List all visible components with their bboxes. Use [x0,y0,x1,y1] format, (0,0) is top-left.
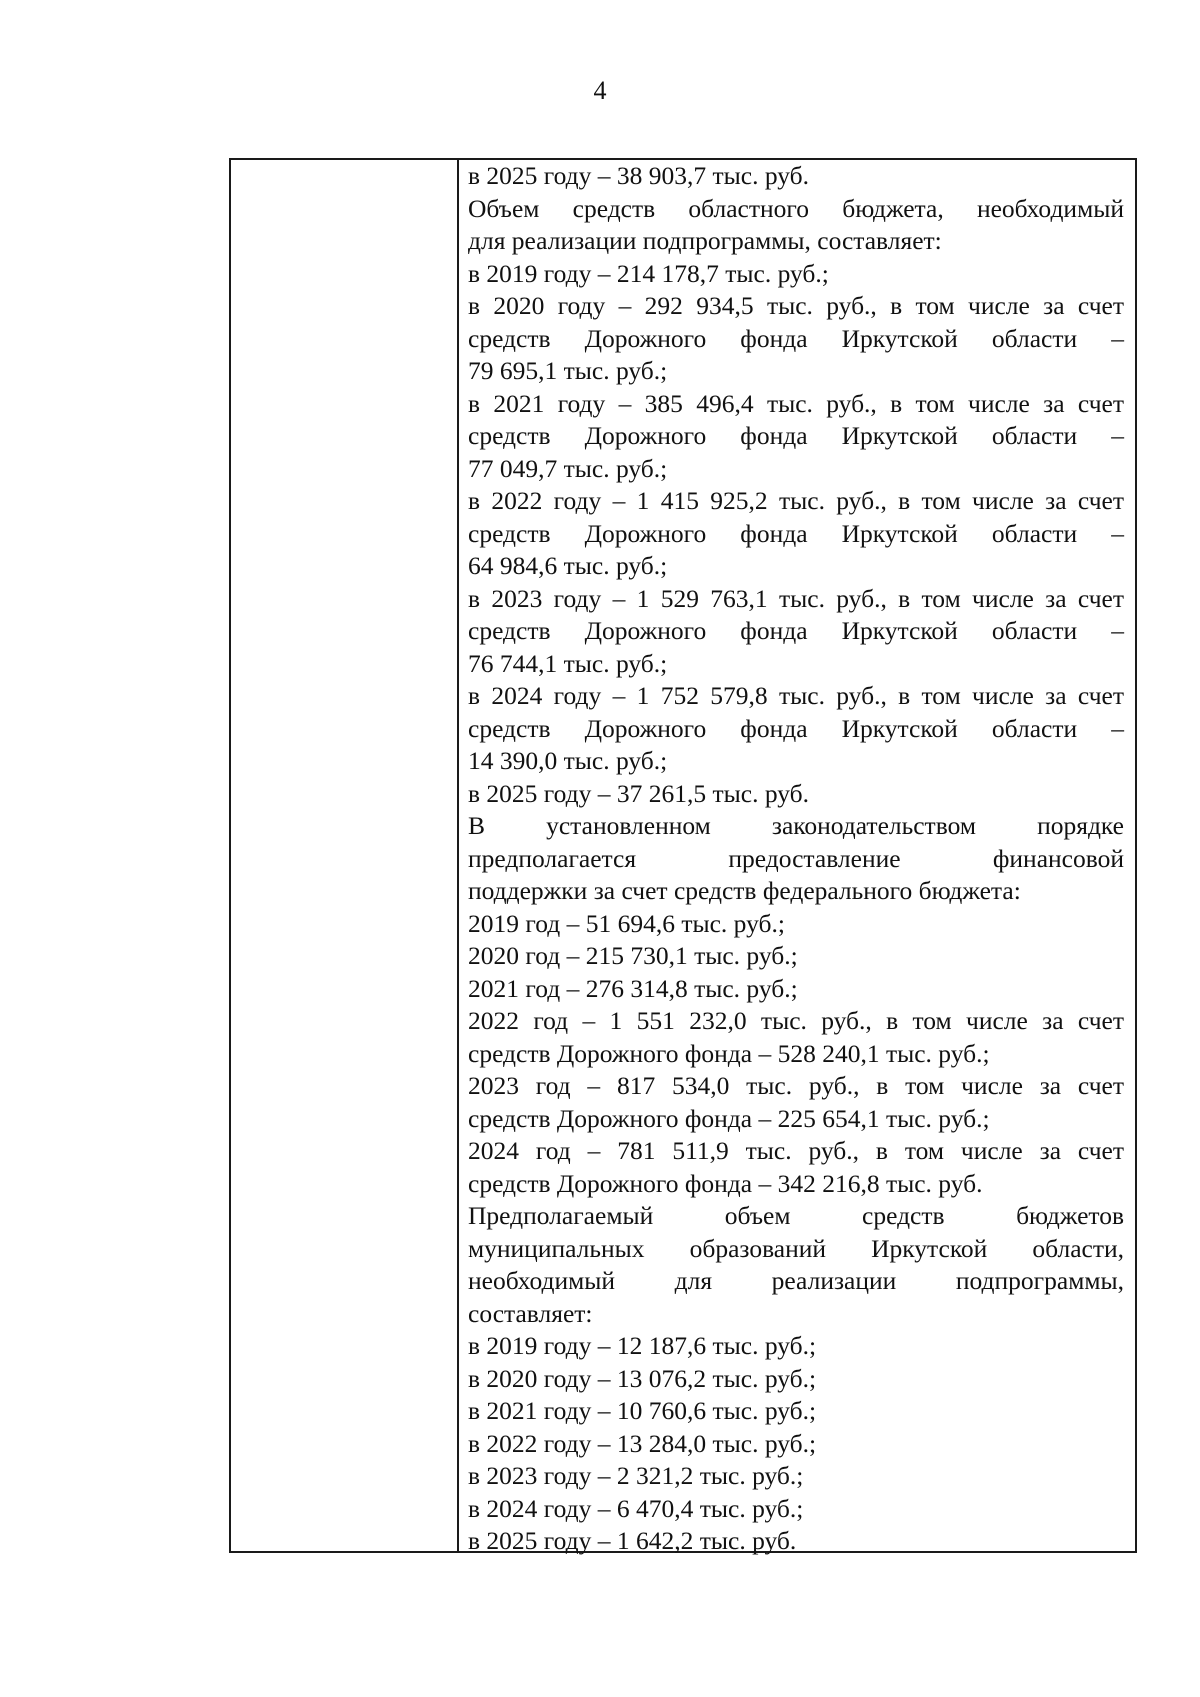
table-left-cell [231,160,459,1551]
text-line: в 2025 году – 1 642,2 тыс. руб. [468,1526,797,1555]
text-line: средств Дорожного фонда – 342 216,8 тыс. руб. [468,1168,983,1198]
text-line: в 2025 году – 37 261,5 тыс. руб. [468,778,810,808]
text-line: в 2020 году – 13 076,2 тыс. руб.; [468,1363,817,1393]
text-line: 77 049,7 тыс. руб.; [468,453,668,483]
text-line: средств Дорожного фонда Иркутской области – [468,421,1124,450]
table-right-cell [459,160,1135,1555]
text-line: муниципальных образований Иркутской области, [468,1233,1124,1263]
text-line: 14 390,0 тыс. руб.; [468,746,668,775]
text-line: для реализации подпрограммы, составляет: [468,226,942,255]
text-line: в 2024 году – 1 752 579,8 тыс. руб., в том числе за счет [468,681,1124,710]
text-line: средств Дорожного фонда Иркутской области – [468,323,1124,353]
page-number: 4 [593,76,607,105]
text-line: средств Дорожного фонда Иркутской области – [468,518,1124,548]
text-line: в 2023 году – 2 321,2 тыс. руб.; [468,1461,804,1490]
text-line: в 2020 году – 292 934,5 тыс. руб., в том числе за счет [468,291,1124,320]
text-line: 2023 год – 817 534,0 тыс. руб., в том числе за счет [468,1071,1124,1100]
text-line: в 2019 году – 12 187,6 тыс. руб.; [468,1331,817,1360]
text-line: В установленном законодательством порядке [468,811,1124,840]
text-line: 2024 год – 781 511,9 тыс. руб., в том числе за счет [468,1136,1124,1165]
text-line: средств Дорожного фонда – 528 240,1 тыс. руб.; [468,1038,990,1068]
text-line: средств Дорожного фонда – 225 654,1 тыс. руб.; [468,1103,990,1133]
text-line: в 2025 году – 38 903,7 тыс. руб. [468,161,810,190]
text-line: в 2024 году – 6 470,4 тыс. руб.; [468,1493,804,1523]
text-line: 2021 год – 276 314,8 тыс. руб.; [468,973,798,1003]
text-line: в 2021 году – 10 760,6 тыс. руб.; [468,1396,817,1425]
text-line: Предполагаемый объем средств бюджетов [468,1201,1124,1230]
text-line: поддержки за счет средств федерального бюджета: [468,876,1021,905]
text-line: в 2021 году – 385 496,4 тыс. руб., в том числе за счет [468,388,1124,418]
text-line: в 2022 году – 13 284,0 тыс. руб.; [468,1428,817,1458]
program-table [229,158,1137,1553]
text-line: составляет: [468,1298,593,1328]
text-line: Объем средств областного бюджета, необходимый [468,193,1124,223]
text-line: в 2023 году – 1 529 763,1 тыс. руб., в том числе за счет [468,583,1124,613]
text-line: 64 984,6 тыс. руб.; [468,551,668,580]
text-line: предполагается предоставление финансовой [468,843,1124,873]
text-line: 2022 год – 1 551 232,0 тыс. руб., в том числе за счет [468,1006,1124,1035]
text-line: 76 744,1 тыс. руб.; [468,648,668,678]
text-line: необходимый для реализации подпрограммы, [468,1266,1124,1295]
text-line: в 2022 году – 1 415 925,2 тыс. руб., в том числе за счет [468,486,1124,515]
text-line: 79 695,1 тыс. руб.; [468,356,668,385]
text-line: средств Дорожного фонда Иркутской области – [468,713,1124,743]
text-line: в 2019 году – 214 178,7 тыс. руб.; [468,258,829,288]
text-line: 2020 год – 215 730,1 тыс. руб.; [468,941,798,970]
text-line: 2019 год – 51 694,6 тыс. руб.; [468,908,785,938]
text-line: средств Дорожного фонда Иркутской области – [468,616,1124,645]
